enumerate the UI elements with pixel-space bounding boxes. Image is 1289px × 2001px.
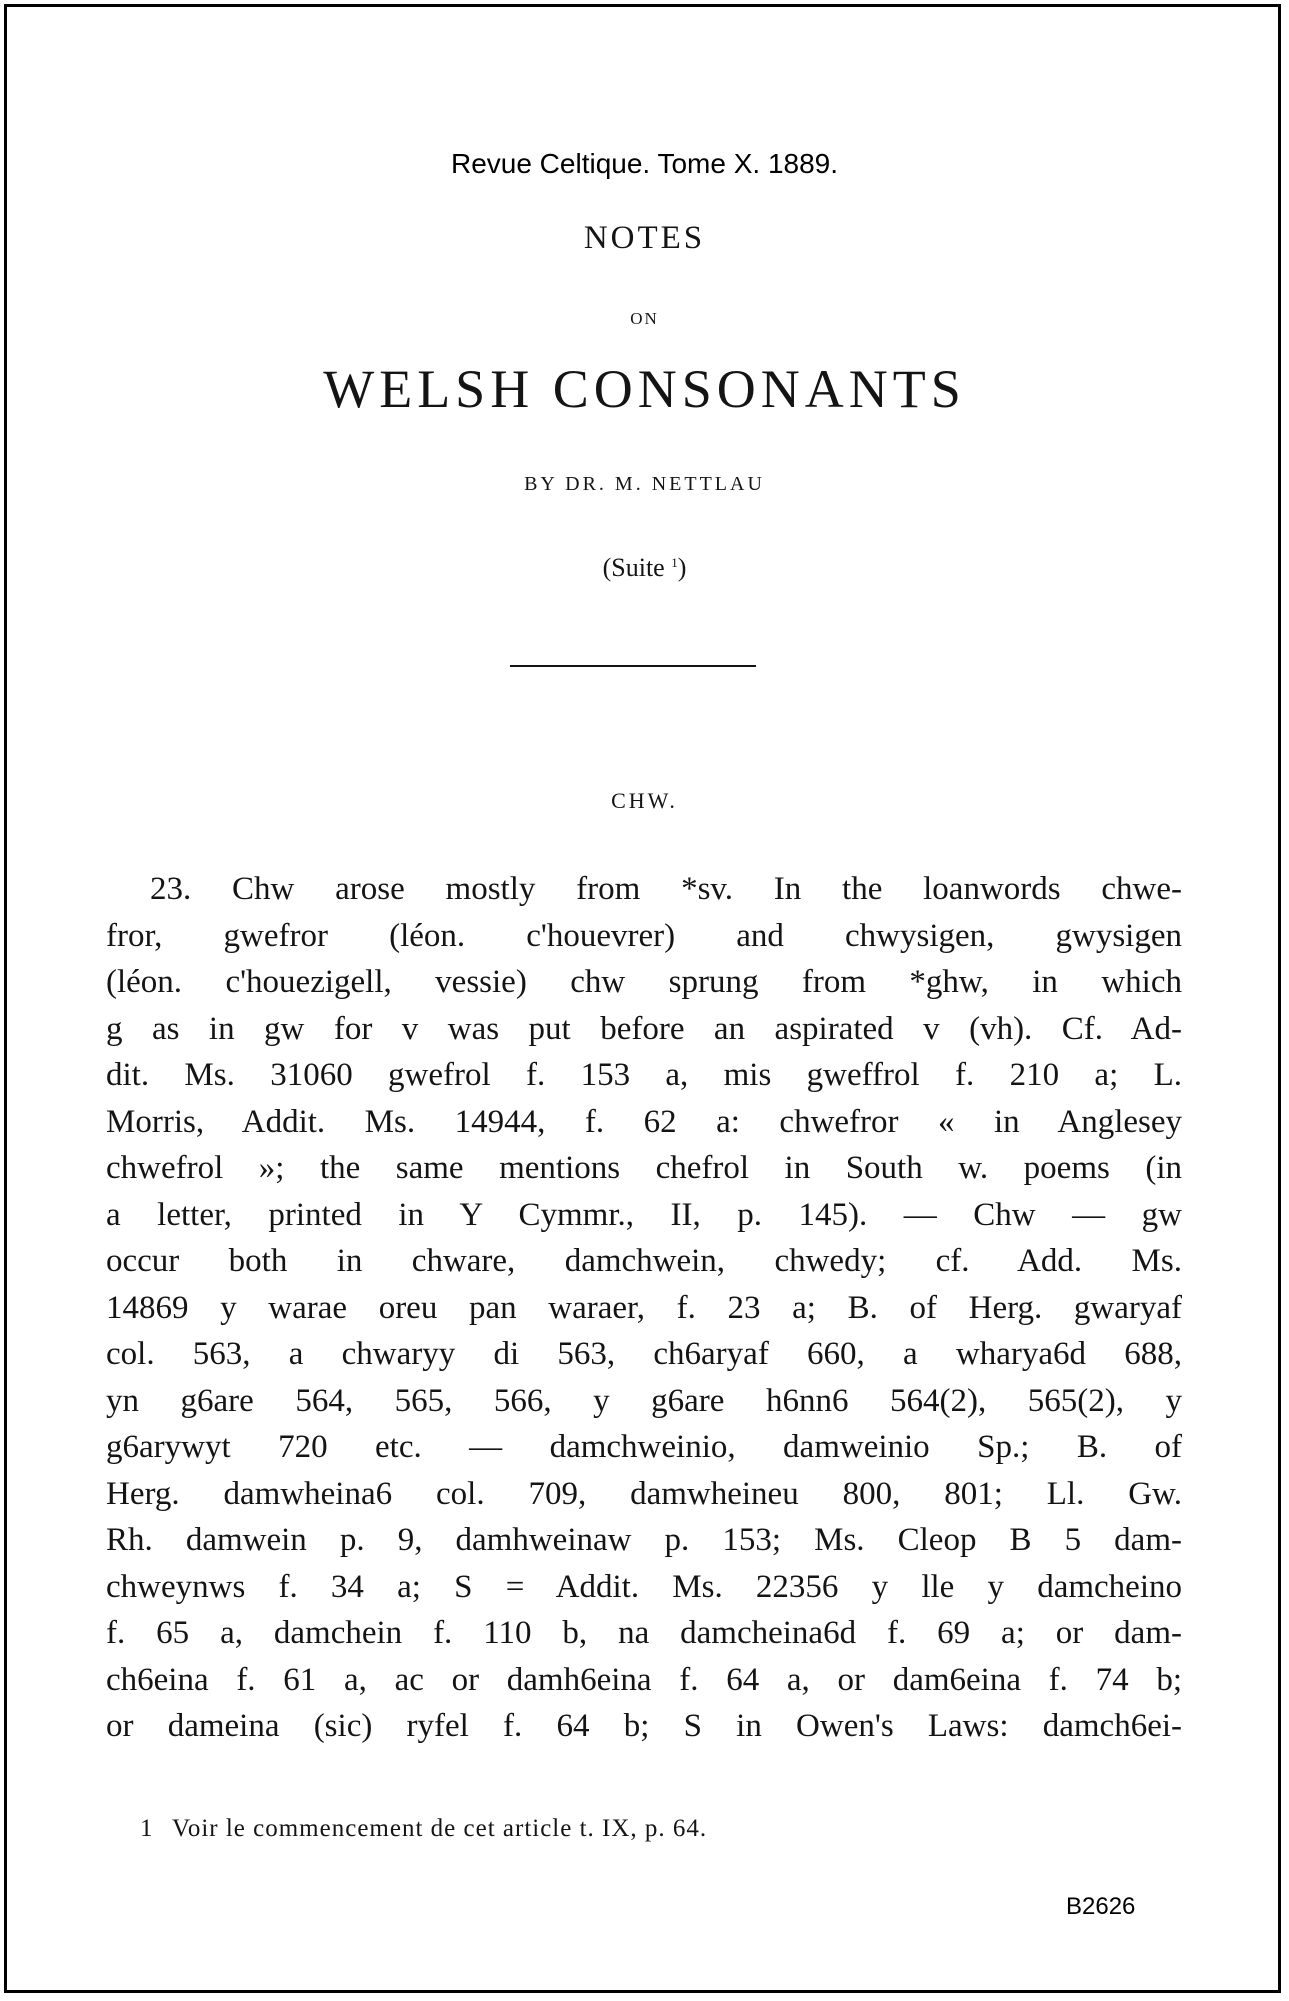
- body-line: 14869 y warae oreu pan waraer, f. 23 a; B. of Herg. gwaryaf: [106, 1289, 1182, 1326]
- body-line: a letter, printed in Y Cymmr., II, p. 145). — Chw — gw: [106, 1196, 1182, 1233]
- section-heading: CHW.: [611, 788, 678, 813]
- body-line: ch6eina f. 61 a, ac or damh6eina f. 64 a, or dam6eina f. 74 b;: [106, 1661, 1182, 1698]
- body-line: Herg. damwheina6 col. 709, damwheineu 800, 801; Ll. Gw.: [106, 1475, 1182, 1512]
- notes-title: NOTES: [583, 220, 706, 256]
- author-byline: BY DR. M. NETTLAU: [524, 473, 765, 495]
- footnote-marker: 1: [140, 1815, 154, 1842]
- body-line: col. 563, a chwaryy di 563, ch6aryaf 660, a wharya6d 688,: [106, 1336, 1182, 1372]
- source-header: Revue Celtique. Tome X. 1889.: [450, 148, 839, 179]
- body-text: [106, 866, 1182, 1750]
- footnote-text: Voir le commencement de cet article t. IX, p. 64.: [172, 1815, 708, 1842]
- suite-label: (Suite: [602, 553, 665, 582]
- body-line: occur both in chware, damchwein, chwedy; cf. Add. Ms.: [106, 1243, 1182, 1279]
- on-word: ON: [630, 309, 659, 328]
- catalog-number: B2626: [1066, 1893, 1136, 1920]
- body-line: Rh. damwein p. 9, damhweinaw p. 153; Ms. Cleop B 5 dam-: [106, 1522, 1182, 1558]
- suite-close: ): [677, 553, 687, 582]
- body-line: yn g6are 564, 565, 566, y g6are h6nn6 564(2), 565(2), y: [106, 1382, 1182, 1419]
- body-line: chwefrol »; the same mentions chefrol in South w. poems (in: [106, 1150, 1182, 1186]
- suite-footnote-marker: 1: [671, 555, 678, 570]
- body-line: or dameina (sic) ryfel f. 64 b; S in Owen's Laws: damch6ei-: [106, 1708, 1182, 1744]
- body-line: g as in gw for v was put before an aspirated v (vh). Cf. Ad-: [106, 1010, 1182, 1047]
- suite-note: [0, 553, 1289, 583]
- body-line: g6arywyt 720 etc. — damchweinio, damweinio Sp.; B. of: [106, 1429, 1182, 1465]
- body-line: f. 65 a, damchein f. 110 b, na damcheina6d f. 69 a; or dam-: [106, 1615, 1182, 1651]
- title-divider: [510, 665, 756, 667]
- article-title: WELSH CONSONANTS: [323, 359, 966, 419]
- body-line: 23. Chw arose mostly from *sv. In the loanwords chwe-: [150, 871, 1182, 907]
- body-line: chweynws f. 34 a; S = Addit. Ms. 22356 y lle y damcheino: [106, 1568, 1182, 1605]
- body-line: dit. Ms. 31060 gwefrol f. 153 a, mis gweffrol f. 210 a; L.: [106, 1057, 1182, 1093]
- footnote: [140, 1815, 707, 1843]
- body-line: Morris, Addit. Ms. 14944, f. 62 a: chwefror « in Anglesey: [106, 1103, 1182, 1140]
- body-line: fror, gwefror (léon. c'houevrer) and chwysigen, gwysigen: [106, 917, 1182, 954]
- body-line: (léon. c'houezigell, vessie) chw sprung from *ghw, in which: [106, 964, 1182, 1000]
